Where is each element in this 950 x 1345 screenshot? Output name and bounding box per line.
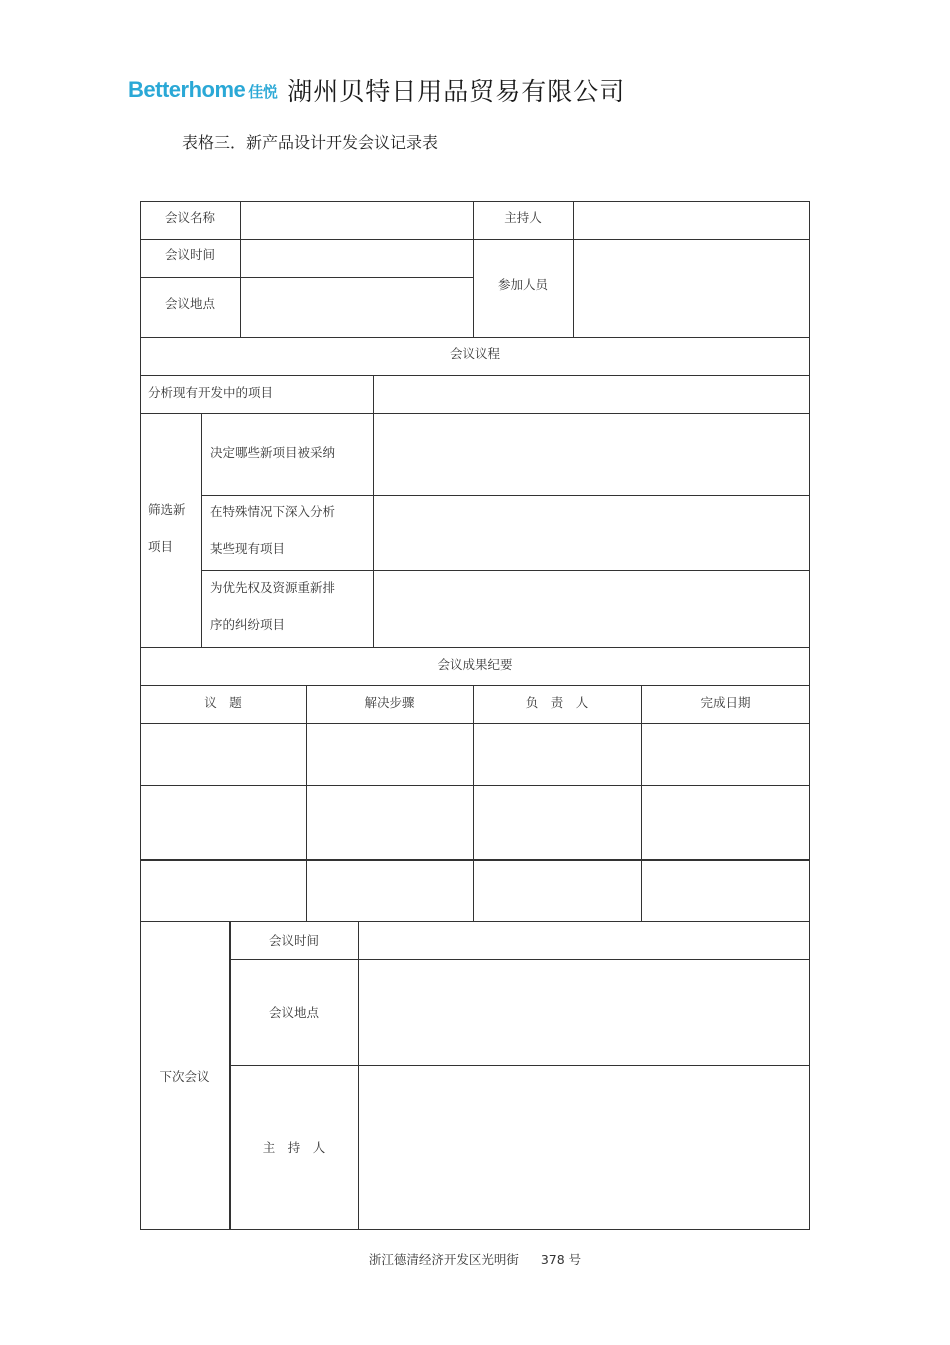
logo-text: Betterhome	[128, 77, 246, 102]
field-meeting-name[interactable]	[240, 201, 473, 239]
label-participants: 参加人员	[497, 277, 548, 292]
summary-row-3-topic[interactable]	[140, 859, 306, 921]
field-meeting-place[interactable]	[240, 277, 473, 337]
field-host[interactable]	[573, 201, 810, 239]
section-agenda: 会议议程	[449, 346, 500, 361]
page-header	[128, 70, 625, 110]
col-date: 完成日期	[700, 695, 751, 710]
label-next-meeting: 下次会议	[159, 1068, 210, 1084]
summary-row-1-topic[interactable]	[140, 723, 306, 785]
label-screen-new-projects: 筛选新 项目	[148, 502, 186, 554]
field-next-place[interactable]	[358, 959, 810, 1065]
field-special-analysis[interactable]	[373, 495, 810, 570]
label-special-analysis: 在特殊情况下深入分析 某些现有项目	[210, 504, 336, 556]
label-meeting-name: 会议名称	[164, 210, 215, 225]
label-reprioritize: 为优先权及资源重新排 序的纠纷项目	[210, 580, 336, 632]
meeting-record-form	[140, 201, 810, 1230]
label-next-host: 主 持 人	[262, 1140, 326, 1155]
summary-row-2-topic[interactable]	[140, 785, 306, 859]
page-footer	[0, 1250, 950, 1268]
col-owner: 负 责 人	[525, 695, 589, 710]
field-next-time[interactable]	[358, 921, 810, 959]
document-title: 表格三．新产品设计开发会议记录表	[182, 133, 439, 152]
label-host: 主持人	[504, 210, 542, 225]
field-participants[interactable]	[573, 239, 810, 337]
label-meeting-time: 会议时间	[164, 247, 215, 262]
col-topic: 议 题	[204, 695, 242, 710]
company-name: 湖州贝特日用品贸易有限公司	[287, 77, 626, 106]
label-meeting-place: 会议地点	[164, 296, 215, 311]
field-meeting-time[interactable]	[240, 239, 473, 277]
footer-address: 浙江德清经济开发区光明街	[368, 1252, 519, 1267]
field-next-host[interactable]	[358, 1065, 810, 1229]
field-decide-projects[interactable]	[373, 413, 810, 495]
section-summary: 会议成果纪要	[437, 657, 513, 672]
company-logo	[128, 77, 277, 103]
field-analyze-projects[interactable]	[373, 375, 810, 413]
logo-cn: 佳悦	[248, 84, 278, 101]
label-next-time: 会议时间	[268, 933, 319, 948]
label-decide-projects: 决定哪些新项目被采纳	[210, 445, 336, 460]
label-analyze-projects: 分析现有开发中的项目	[148, 385, 274, 400]
footer-number: 378 号	[540, 1252, 582, 1267]
field-reprioritize[interactable]	[373, 570, 810, 647]
col-steps: 解决步骤	[364, 695, 415, 710]
label-next-place: 会议地点	[268, 1005, 319, 1020]
